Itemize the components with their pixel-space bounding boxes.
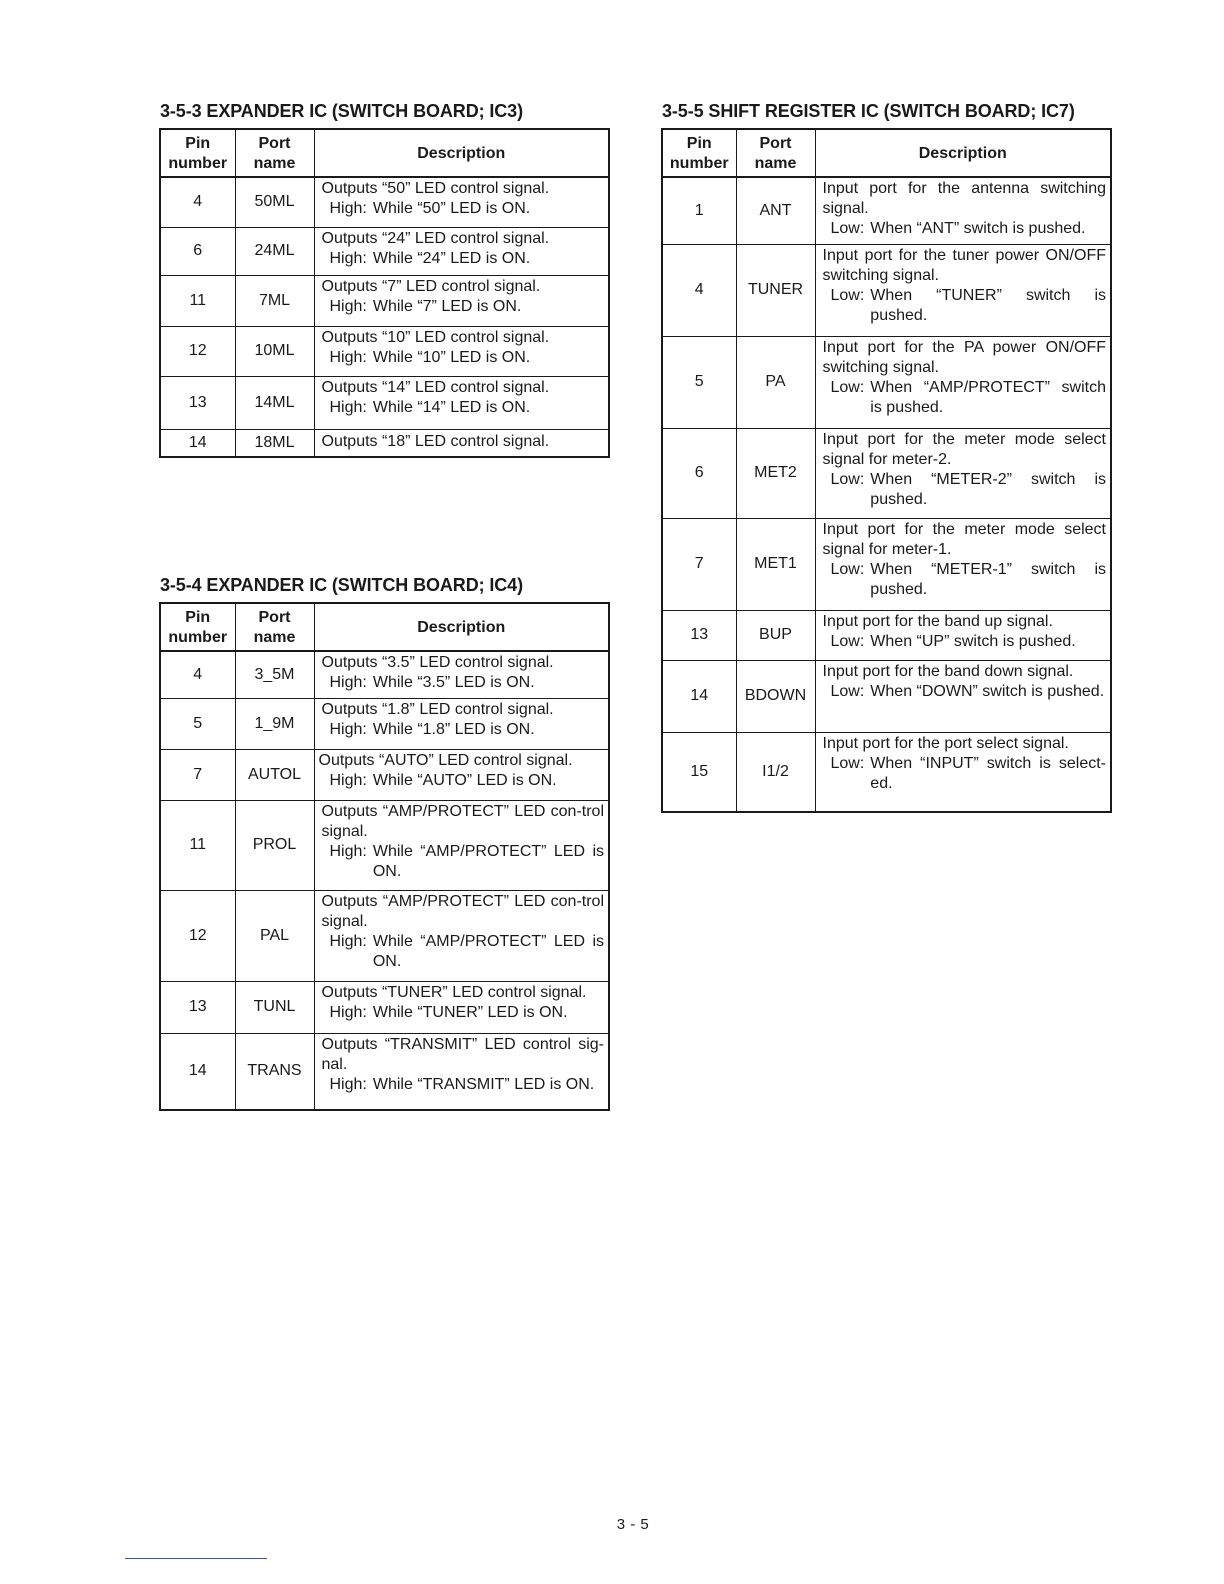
port-name: 50ML (235, 177, 314, 227)
signal-condition: While “AMP/PROTECT” LED is ON. (372, 932, 604, 970)
table-header-row (160, 129, 609, 177)
description-text: Outputs “18” LED control signal. (321, 433, 550, 451)
description-cell (314, 698, 609, 749)
description-cell (314, 429, 609, 457)
pin-number: 12 (160, 326, 235, 376)
description-cell (815, 518, 1111, 610)
pin-number: 11 (160, 800, 235, 890)
description-cell (314, 981, 609, 1033)
signal-condition: While “AUTO” LED is ON. (372, 771, 557, 789)
pin-number: 13 (160, 376, 235, 429)
signal-level: Low: (830, 286, 865, 304)
table-row (662, 518, 1111, 610)
pin-number: 7 (662, 518, 736, 610)
section-title: 3-5-3 EXPANDER IC (SWITCH BOARD; IC3) (160, 101, 523, 121)
signal-level: Low: (830, 220, 865, 237)
pin-number-header: Pin number (160, 129, 235, 177)
signal-level: Low: (830, 470, 865, 488)
table-row (160, 800, 609, 890)
port-name: PAL (235, 890, 314, 981)
port-name: MET1 (736, 518, 815, 610)
pin-table-ic4 (159, 602, 610, 1111)
description-text: Outputs “50” LED control signal. (321, 180, 550, 197)
port-name: TUNER (736, 244, 815, 336)
section-ic7 (661, 101, 1113, 813)
table-row (160, 981, 609, 1033)
table-row (160, 177, 609, 227)
description-text: Outputs “10” LED control signal. (321, 328, 550, 346)
signal-level: High: (329, 398, 367, 416)
signal-condition: While “10” LED is ON. (372, 348, 531, 366)
signal-condition: While “TUNER” LED is ON. (372, 1003, 568, 1021)
description-text: Outputs “24” LED control signal. (321, 229, 550, 247)
description-text: Input port for the tuner power ON/OFF switching signal. (822, 246, 1106, 284)
pin-number: 12 (160, 890, 235, 981)
signal-level: High: (329, 674, 367, 691)
pin-number: 11 (160, 275, 235, 326)
signal-condition: While “24” LED is ON. (372, 249, 531, 267)
signal-level: High: (329, 1003, 367, 1021)
signal-condition: While “1.8” LED is ON. (372, 720, 535, 738)
description-header: Description (314, 129, 609, 177)
signal-level: High: (329, 200, 367, 217)
pin-table-ic3 (159, 128, 610, 458)
description-text: Input port for the port select signal. (822, 734, 1069, 752)
description-text: Input port for the antenna switching signal. (822, 180, 1106, 217)
description-text: Input port for the band up signal. (822, 612, 1053, 630)
port-name: 3_5M (235, 651, 314, 698)
table-row (662, 660, 1111, 732)
table-row (160, 275, 609, 326)
port-name: BUP (736, 610, 815, 660)
footer-line (125, 1558, 267, 1559)
port-name: BDOWN (736, 660, 815, 732)
description-cell (314, 1033, 609, 1110)
signal-level: Low: (830, 560, 865, 578)
port-name: TUNL (235, 981, 314, 1033)
port-name-header: Port name (736, 129, 815, 177)
table-row (160, 227, 609, 275)
signal-condition: When “INPUT” switch is select-ed. (870, 754, 1106, 792)
table-row (662, 428, 1111, 518)
pin-number: 13 (160, 981, 235, 1033)
description-cell (314, 890, 609, 981)
pin-number: 14 (662, 660, 736, 732)
description-cell (815, 660, 1111, 732)
signal-condition: When “UP” switch is pushed. (870, 632, 1076, 650)
signal-condition: When “METER-1” switch is pushed. (870, 560, 1106, 598)
table-row (662, 244, 1111, 336)
table-row (160, 890, 609, 981)
section-title: 3-5-5 SHIFT REGISTER IC (SWITCH BOARD; IC7) (662, 101, 1075, 121)
port-name: 1_9M (235, 698, 314, 749)
pin-number: 14 (160, 429, 235, 457)
description-cell (314, 326, 609, 376)
signal-condition: When “TUNER” switch is pushed. (870, 286, 1106, 324)
port-name: I1/2 (736, 732, 815, 812)
section-ic4 (159, 575, 611, 1111)
table-row (662, 336, 1111, 428)
table-row (160, 1033, 609, 1110)
signal-level: High: (329, 932, 367, 950)
port-name: PA (736, 336, 815, 428)
description-cell (815, 244, 1111, 336)
port-name: TRANS (235, 1033, 314, 1110)
pin-number: 1 (662, 177, 736, 244)
description-cell (815, 336, 1111, 428)
signal-condition: While “7” LED is ON. (372, 297, 522, 315)
signal-condition: While “3.5” LED is ON. (372, 674, 535, 691)
signal-level: High: (329, 1075, 367, 1093)
signal-level: High: (329, 842, 367, 860)
pin-number: 6 (160, 227, 235, 275)
description-header: Description (815, 129, 1111, 177)
description-cell (314, 227, 609, 275)
description-text: Outputs “14” LED control signal. (321, 378, 550, 396)
pin-number: 4 (160, 651, 235, 698)
signal-level: Low: (830, 754, 865, 772)
port-name: PROL (235, 800, 314, 890)
pin-number: 4 (160, 177, 235, 227)
pin-number: 14 (160, 1033, 235, 1110)
description-text: Input port for the PA power ON/OFF switching signal. (822, 338, 1106, 376)
signal-level: Low: (830, 632, 865, 650)
table-row (160, 698, 609, 749)
signal-level: High: (329, 297, 367, 315)
pin-number: 5 (662, 336, 736, 428)
description-cell (815, 732, 1111, 812)
description-cell (314, 275, 609, 326)
section-title: 3-5-4 EXPANDER IC (SWITCH BOARD; IC4) (160, 575, 523, 595)
signal-condition: While “14” LED is ON. (372, 398, 531, 416)
description-cell (314, 749, 609, 800)
description-cell (815, 428, 1111, 518)
port-name: 14ML (235, 376, 314, 429)
table-row (662, 177, 1111, 244)
port-name: MET2 (736, 428, 815, 518)
signal-level: Low: (830, 682, 865, 700)
description-text: Outputs “1.8” LED control signal. (321, 700, 554, 718)
pin-table-ic7 (661, 128, 1112, 813)
description-cell (815, 177, 1111, 244)
table-row (662, 732, 1111, 812)
signal-level: High: (329, 348, 367, 366)
port-name-header: Port name (235, 603, 314, 651)
pin-number: 4 (662, 244, 736, 336)
table-row (160, 651, 609, 698)
signal-level: High: (329, 249, 367, 267)
description-cell (815, 610, 1111, 660)
signal-condition: While “AMP/PROTECT” LED is ON. (372, 842, 604, 880)
signal-condition: When “METER-2” switch is pushed. (870, 470, 1106, 508)
page-number: 3 - 5 (616, 1516, 650, 1533)
pin-number: 6 (662, 428, 736, 518)
table-row (160, 326, 609, 376)
description-text: Outputs “TUNER” LED control signal. (321, 983, 587, 1001)
description-cell (314, 651, 609, 698)
signal-condition: When “ANT” switch is pushed. (870, 220, 1086, 237)
signal-condition: When “DOWN” switch is pushed. (870, 682, 1105, 700)
port-name-header: Port name (235, 129, 314, 177)
signal-level: High: (329, 771, 367, 789)
description-header: Description (314, 603, 609, 651)
table-header-row (160, 603, 609, 651)
table-row (160, 429, 609, 457)
pin-number: 13 (662, 610, 736, 660)
description-text: Outputs “TRANSMIT” LED control sig-nal. (321, 1035, 604, 1073)
pin-number: 15 (662, 732, 736, 812)
section-ic3 (159, 101, 611, 458)
signal-level: Low: (830, 378, 865, 396)
table-row (160, 376, 609, 429)
pin-number: 7 (160, 749, 235, 800)
signal-condition: While “TRANSMIT” LED is ON. (372, 1075, 595, 1093)
port-name: ANT (736, 177, 815, 244)
description-text: Outputs “3.5” LED control signal. (321, 654, 554, 671)
description-text: Input port for the meter mode select signal for meter-2. (822, 430, 1106, 468)
port-name: 10ML (235, 326, 314, 376)
pin-number-header: Pin number (160, 603, 235, 651)
description-text: Input port for the band down signal. (822, 662, 1074, 680)
table-header-row (662, 129, 1111, 177)
port-name: AUTOL (235, 749, 314, 800)
description-text: Outputs “AUTO” LED control signal. (318, 751, 573, 769)
description-text: Outputs “7” LED control signal. (321, 277, 541, 295)
port-name: 18ML (235, 429, 314, 457)
description-cell (314, 800, 609, 890)
port-name: 24ML (235, 227, 314, 275)
pin-number: 5 (160, 698, 235, 749)
description-text: Input port for the meter mode select signal for meter-1. (822, 520, 1106, 558)
table-row (160, 749, 609, 800)
signal-condition: When “AMP/PROTECT” switch is pushed. (870, 378, 1106, 416)
signal-level: High: (329, 720, 367, 738)
signal-condition: While “50” LED is ON. (372, 200, 531, 217)
description-text: Outputs “AMP/PROTECT” LED con-trol signal. (321, 892, 604, 930)
description-cell (314, 177, 609, 227)
port-name: 7ML (235, 275, 314, 326)
description-text: Outputs “AMP/PROTECT” LED con-trol signal. (321, 802, 604, 840)
pin-number-header: Pin number (662, 129, 736, 177)
description-cell (314, 376, 609, 429)
table-row (662, 610, 1111, 660)
